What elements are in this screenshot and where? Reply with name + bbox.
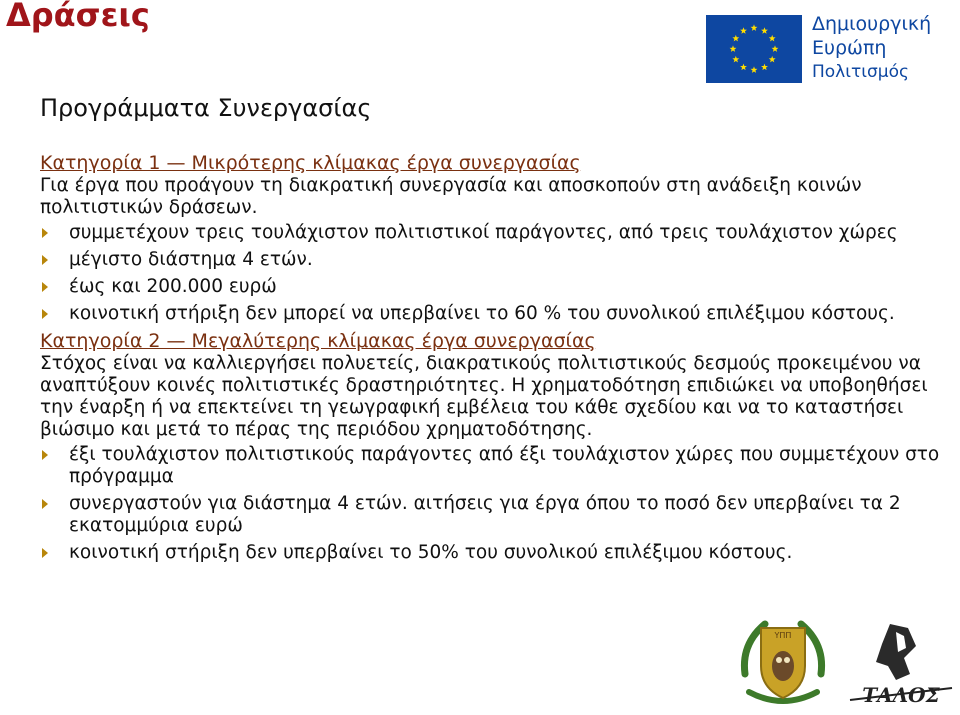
section-subtitle: Προγράμματα Συνεργασίας [40, 94, 372, 122]
ministry-emblem-logo [735, 614, 831, 710]
emblem-label: ΥΠΠ [774, 631, 792, 640]
list-item [40, 444, 940, 488]
creative-europe-logo [706, 12, 950, 86]
eu-star [761, 64, 768, 71]
eu-star [751, 24, 758, 31]
page-title: Δράσεις [6, 0, 150, 34]
eu-star [730, 45, 737, 52]
eu-star [772, 45, 779, 52]
eu-star [751, 66, 758, 73]
category1-description: Για έργα που προάγουν τη διακρατική συνεργασία και αποσκοπούν στη ανάδειξη κοινών πολιτιστικών δράσεων. [40, 175, 862, 218]
category2-heading: Κατηγορία 2 — Μεγαλύτερης κλίμακας έργα συνεργασίας [40, 330, 596, 352]
category1-bullets [40, 222, 940, 325]
bullet-arrow-icon [42, 228, 48, 238]
eu-star [732, 56, 739, 63]
bullet-arrow-icon [42, 282, 48, 292]
eu-star [769, 56, 776, 63]
list-item [40, 303, 940, 325]
bullet-text: συμμετέχουν τρεις τουλάχιστον πολιτιστικοί παράγοντες, από τρεις τουλάχιστον χώρες [69, 222, 898, 243]
list-item [40, 222, 940, 244]
main-content [40, 152, 940, 569]
eu-star [769, 35, 776, 42]
bullet-arrow-icon [42, 309, 48, 319]
bullet-text: συνεργαστούν για διάστημα 4 ετών. αιτήσεις για έργα όπου το ποσό δεν υπερβαίνει τα 2 εκατομμύρια ευρώ [69, 493, 901, 536]
bullet-text: έξι τουλάχιστον πολιτιστικούς παράγοντες από έξι τουλάχιστον χώρες που συμμετέχουν στο πρόγραμμα [69, 444, 940, 487]
eu-star [740, 27, 747, 34]
bullet-arrow-icon [42, 450, 48, 460]
eu-stars-icon [706, 15, 802, 83]
eu-star [761, 27, 768, 34]
logo-line2: Ευρώπη [812, 37, 887, 59]
bullet-text: έως και 200.000 ευρώ [69, 276, 277, 297]
talos-logo [846, 618, 956, 708]
eu-star [740, 64, 747, 71]
list-item [40, 493, 940, 537]
bullet-text: μέγιστο διάστημα 4 ετών. [69, 249, 313, 270]
category2-bullets [40, 444, 940, 564]
list-item [40, 542, 940, 564]
category2-description: Στόχος είναι να καλλιεργήσει πολυετείς, διακρατικούς πολιτιστικούς δεσμούς προκειμένου να αναπτύξουν κοινές πολιτιστικές δραστηριότητες. Η χρηματοδότηση επιδιώκει να υποβοηθήσει την έναρξη ή να επεκτείνει τη γεωγραφική εμβέλεια του κάθε σχεδίου και να το καταστήσει βιώσιμο και μετά το πέρας της περιόδου χρηματοδότησης. [40, 353, 928, 440]
bullet-text: κοινοτική στήριξη δεν υπερβαίνει το 50% του συνολικού επιλέξιμου κόστους. [69, 542, 793, 563]
bullet-arrow-icon [42, 548, 48, 558]
bullet-arrow-icon [42, 255, 48, 265]
list-item [40, 276, 940, 298]
list-item [40, 249, 940, 271]
eu-star [732, 35, 739, 42]
logo-line3: Πολιτισμός [812, 62, 909, 82]
eu-flag-icon [706, 15, 802, 83]
creative-europe-wordmark [812, 12, 952, 84]
talos-label: ΤΑΛΟΣ [862, 683, 940, 707]
bullet-text: κοινοτική στήριξη δεν μπορεί να υπερβαίνει το 60 % του συνολικού επιλέξιμου κόστους. [69, 303, 895, 324]
category1-heading: Κατηγορία 1 — Μικρότερης κλίμακας έργα συνεργασίας [40, 152, 581, 174]
logo-line1: Δημιουργική [812, 13, 932, 35]
bullet-arrow-icon [42, 499, 48, 509]
